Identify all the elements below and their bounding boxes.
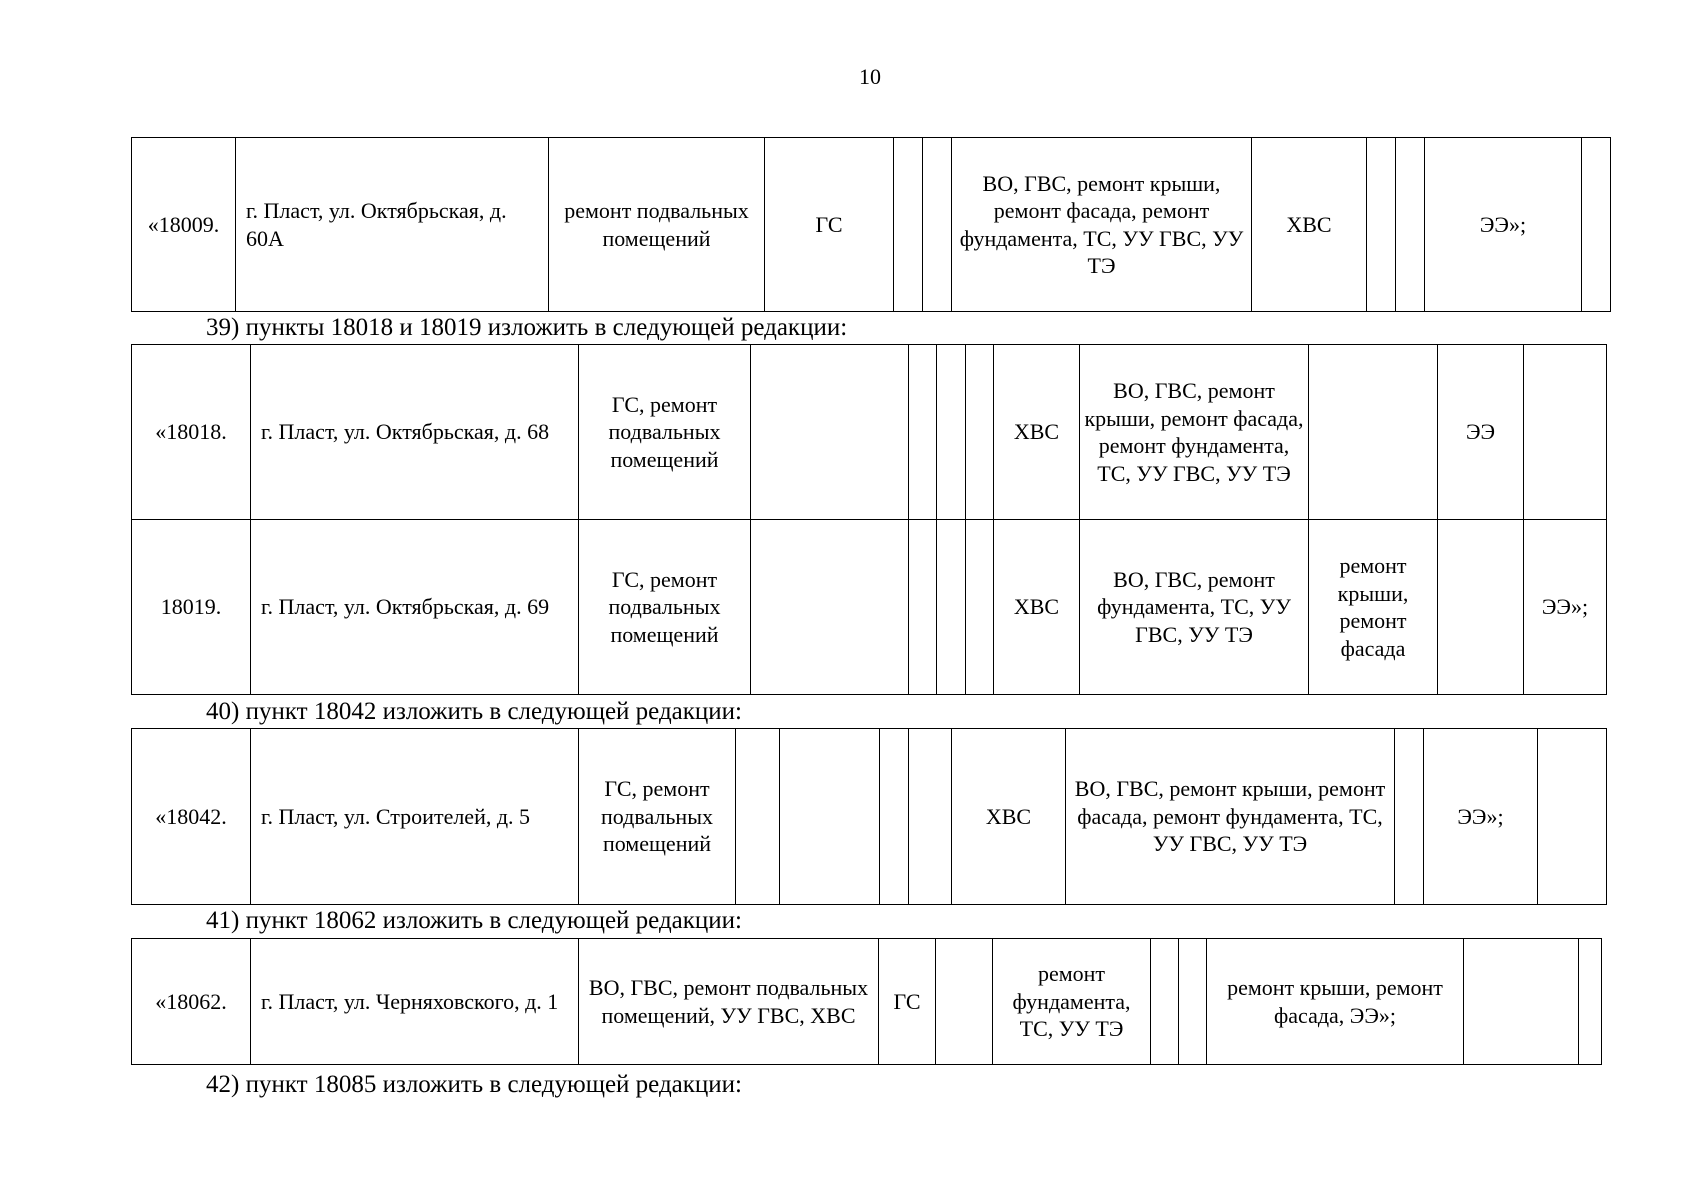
empty-cell (966, 520, 994, 695)
empty-cell (894, 138, 923, 312)
empty-cell (1579, 939, 1602, 1065)
empty-cell (751, 520, 909, 695)
item-number: «18062. (132, 939, 251, 1065)
empty-cell (1582, 138, 1611, 312)
table-row (132, 138, 1611, 312)
address-cell: г. Пласт, ул. Октябрьская, д. 69 (251, 520, 579, 695)
work-cell: ХВС (952, 729, 1066, 905)
amendment-caption: 39) пункты 18018 и 18019 изложить в следующей редакции: (206, 314, 848, 341)
empty-cell (1179, 939, 1207, 1065)
empty-cell (1464, 939, 1579, 1065)
work-cell: ЭЭ»; (1425, 138, 1582, 312)
item-number: «18018. (132, 345, 251, 520)
empty-cell (936, 939, 993, 1065)
empty-cell (780, 729, 880, 905)
work-cell: ремонт крыши, ремонт фасада, ЭЭ»; (1207, 939, 1464, 1065)
empty-cell (1524, 345, 1607, 520)
empty-cell (880, 729, 909, 905)
work-cell: ЭЭ (1438, 345, 1524, 520)
table-row (132, 729, 1607, 905)
table-row (132, 939, 1602, 1065)
empty-cell (1396, 138, 1425, 312)
work-cell: ВО, ГВС, ремонт фундамента, ТС, УУ ГВС, УУ ТЭ (1080, 520, 1309, 695)
work-cell: ремонт фундамента, ТС, УУ ТЭ (993, 939, 1151, 1065)
empty-cell (937, 520, 966, 695)
empty-cell (1438, 520, 1524, 695)
work-cell: ВО, ГВС, ремонт крыши, ремонт фасада, ремонт фундамента, ТС, УУ ГВС, УУ ТЭ (1080, 345, 1309, 520)
work-cell: ВО, ГВС, ремонт крыши, ремонт фасада, ремонт фундамента, ТС, УУ ГВС, УУ ТЭ (1066, 729, 1395, 905)
item-number: «18042. (132, 729, 251, 905)
work-cell: ХВС (994, 520, 1080, 695)
work-cell: ВО, ГВС, ремонт подвальных помещений, УУ ГВС, ХВС (579, 939, 879, 1065)
work-cell: ГС, ремонт подвальных помещений (579, 345, 751, 520)
empty-cell (909, 345, 937, 520)
empty-cell (1395, 729, 1424, 905)
empty-cell (909, 729, 952, 905)
work-cell: ЭЭ»; (1424, 729, 1538, 905)
empty-cell (1151, 939, 1179, 1065)
empty-cell (966, 345, 994, 520)
empty-cell (923, 138, 952, 312)
empty-cell (1309, 345, 1438, 520)
page-number: 10 (859, 64, 881, 89)
address-cell: г. Пласт, ул. Октябрьская, д. 68 (251, 345, 579, 520)
item-number: «18009. (132, 138, 236, 312)
work-cell: ХВС (994, 345, 1080, 520)
work-cell: ЭЭ»; (1524, 520, 1607, 695)
empty-cell (736, 729, 780, 905)
work-cell: ГС (765, 138, 894, 312)
table-18042 (131, 728, 1607, 905)
empty-cell (937, 345, 966, 520)
empty-cell (1538, 729, 1607, 905)
empty-cell (1367, 138, 1396, 312)
amendment-caption: 40) пункт 18042 изложить в следующей редакции: (206, 698, 742, 725)
work-cell: ремонт подвальных помещений (549, 138, 765, 312)
table-row (132, 520, 1607, 695)
amendment-caption: 42) пункт 18085 изложить в следующей редакции: (206, 1071, 742, 1098)
empty-cell (909, 520, 937, 695)
item-number: 18019. (132, 520, 251, 695)
work-cell: ГС, ремонт подвальных помещений (579, 729, 736, 905)
table-row (132, 345, 1607, 520)
table-18018-18019 (131, 344, 1607, 695)
work-cell: ГС, ремонт подвальных помещений (579, 520, 751, 695)
address-cell: г. Пласт, ул. Октябрьская, д. 60А (236, 138, 549, 312)
work-cell: ГС (879, 939, 936, 1065)
work-cell: ХВС (1252, 138, 1367, 312)
work-cell: ремонт крыши, ремонт фасада (1309, 520, 1438, 695)
address-cell: г. Пласт, ул. Черняховского, д. 1 (251, 939, 579, 1065)
address-cell: г. Пласт, ул. Строителей, д. 5 (251, 729, 579, 905)
amendment-caption: 41) пункт 18062 изложить в следующей редакции: (206, 907, 742, 934)
table-18009 (131, 137, 1611, 312)
table-18062 (131, 938, 1602, 1065)
work-cell: ВО, ГВС, ремонт крыши, ремонт фасада, ремонт фундамента, ТС, УУ ГВС, УУ ТЭ (952, 138, 1252, 312)
empty-cell (751, 345, 909, 520)
